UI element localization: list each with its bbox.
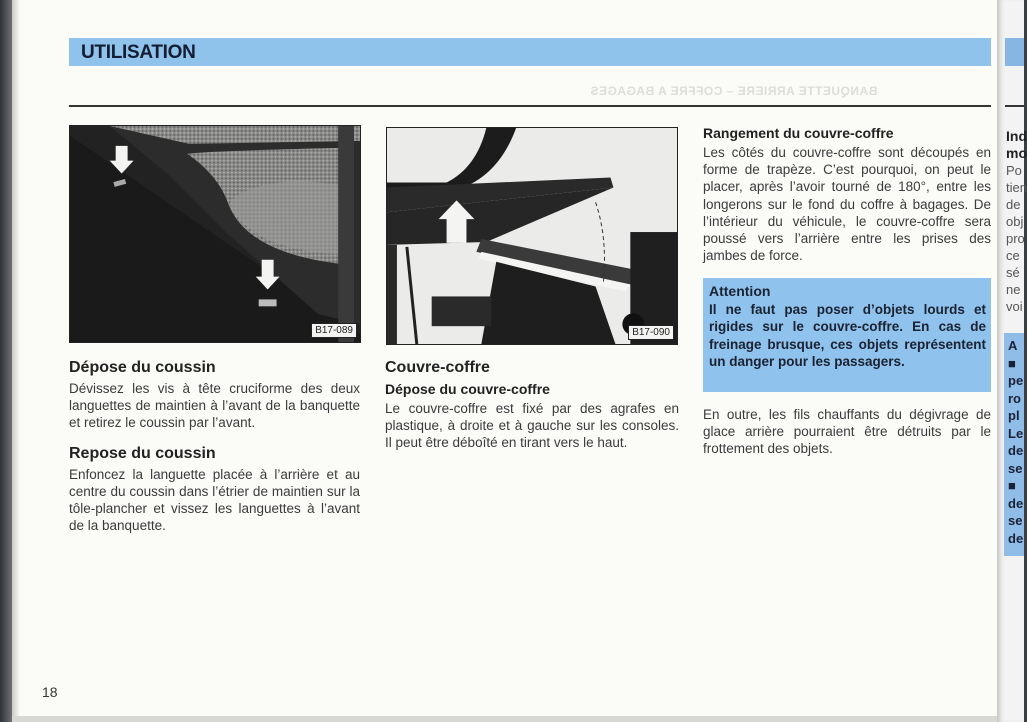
section-header-band [69,38,991,66]
next-page-box-line: se [1008,460,1023,476]
figure-label: B17-090 [628,325,674,340]
additional-note [703,406,991,458]
store-cover-heading: Rangement du couvre-coffre [703,125,894,141]
luggage-cover-column [385,358,679,452]
show-through-title: BANQUETTE ARRIERE – COFFRE A BAGAGES [590,84,878,98]
page-gutter-shadow [12,0,20,722]
rear-seat-photo [69,125,361,343]
next-page-heading-line: mo [1006,145,1027,161]
additional-note-text: En outre, les fils chauffants du dégivrage de glace arrière pourraient être détruits par le frottement des objets. [703,407,991,457]
next-page-attention-box [1004,333,1024,556]
attention-box [703,278,991,392]
next-page-text-fragment [1006,128,1027,315]
rear-seat-illustration [70,126,360,342]
next-page-text-line: Po [1006,163,1022,178]
remove-cover-heading: Dépose du couvre-coffre [385,381,550,397]
next-page-box-line: ro [1008,390,1021,406]
storage-column [703,124,991,264]
header-divider [69,105,991,107]
next-page-text-line: ne [1006,282,1021,297]
next-page-text-line: sé [1006,265,1020,280]
page-number: 18 [42,684,58,700]
luggage-cover-title: Couvre-coffre [385,359,490,376]
next-page-text-line: voi [1006,299,1023,314]
next-page-box-line: Le [1008,425,1024,441]
next-page-text-line: ce [1006,248,1020,263]
refit-cushion-heading: Repose du coussin [69,444,216,462]
next-page-text-line: de [1006,197,1021,212]
next-page-box-line: ■ [1008,355,1016,371]
next-page-box-line: de [1008,495,1024,511]
luggage-cover-photo [386,127,678,345]
next-page-box-line: se [1008,513,1023,528]
next-page-divider [1005,105,1024,107]
figure-label: B17-089 [311,323,357,338]
next-page-box-line: de [1008,443,1024,458]
attention-text: Il ne faut pas poser d’objets lourds et rigides sur le couvre-coffre. En cas de freinage brusque, ces objets représentent un danger pour les passagers. [709,302,986,369]
luggage-cover-illustration [387,128,677,344]
next-page-box-line: A [1008,338,1018,353]
next-page-box-line: ■ [1008,478,1016,493]
page-bottom-edge [12,716,997,722]
refit-cushion-text: Enfoncez la languette placée à l’arrière et au centre du coussin dans l’étrier de maintien sur la tôle-plancher et vissez les languettes à l’avant de la banquette. [69,466,360,534]
section-title: UTILISATION [81,42,196,63]
attention-title: Attention [709,283,771,299]
next-page-box-line: pe [1008,373,1024,388]
remove-cover-text: Le couvre-coffre est fixé par des agrafes en plastique, à droite et à gauche sur les consoles. Il peut être déboîté en tirant vers le haut. [385,401,679,451]
remove-cushion-text: Dévissez les vis à tête cruciforme des deux languettes de maintien à l’avant de la banquette et retirez le coussin par l’avant. [69,381,360,431]
next-page-box-line: pl [1008,408,1020,423]
next-page-text-line: obj [1006,214,1024,229]
next-page-text-line: pro [1006,231,1025,246]
next-page-header-band [1005,38,1024,66]
book-spine-edge [0,0,12,722]
store-cover-text: Les côtés du couvre-coffre sont découpés en forme de trapèze. C’est pourquoi, on peut le placer, après l’avoir tourné de 180°, entre les longerons sur le fond du coffre à bagages. De l’intérieur du véhicule, le couvre-coffre sera poussé vers l’arrière entre les prises des jambes de force. [703,145,991,264]
seat-cushion-column [69,358,360,534]
next-page-text-line: tien [1006,180,1027,195]
next-page-box-line: de [1008,530,1024,546]
next-page-heading-line: Ind [1006,128,1027,144]
remove-cushion-heading: Dépose du coussin [69,359,216,376]
